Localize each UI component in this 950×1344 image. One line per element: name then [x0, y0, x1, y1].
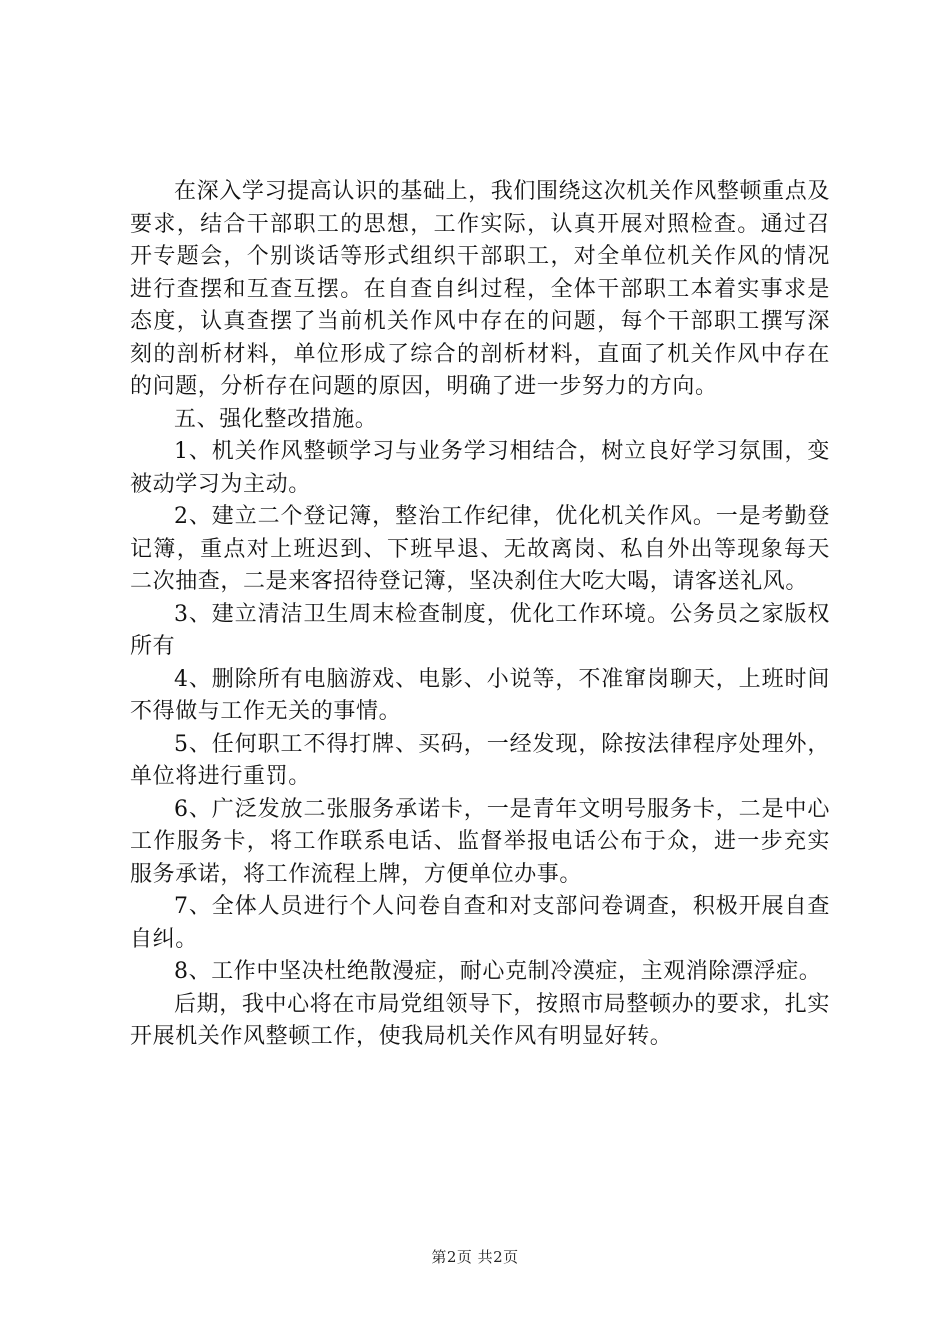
document-body	[130, 176, 830, 1054]
measure-item-6: 6、广泛发放二张服务承诺卡，一是青年文明号服务卡，二是中心工作服务卡，将工作联系电话、监督举报电话公布于众，进一步充实服务承诺，将工作流程上牌，方便单位办事。	[130, 796, 830, 887]
measure-item-4: 4、删除所有电脑游戏、电影、小说等，不准窜岗聊天，上班时间不得做与工作无关的事情。	[130, 666, 830, 724]
paragraph-conclusion: 后期，我中心将在市局党组领导下，按照市局整顿办的要求，扎实开展机关作风整顿工作，使我局机关作风有明显好转。	[130, 991, 830, 1049]
measure-item-2: 2、建立二个登记簿，整治工作纪律，优化机关作风。一是考勤登记簿，重点对上班迟到、下班早退、无故离岗、私自外出等现象每天二次抽查，二是来客招待登记簿，坚决刹住大吃大喝，请客送礼风。	[130, 504, 830, 594]
page-number-footer: 第2页 共2页	[431, 1248, 519, 1266]
section-heading-rectification: 五、强化整改措施。	[174, 406, 378, 432]
measure-item-3: 3、建立清洁卫生周末检查制度，优化工作环境。公务员之家版权所有	[130, 601, 830, 659]
measure-item-5: 5、任何职工不得打牌、买码，一经发现，除按法律程序处理外，单位将进行重罚。	[130, 731, 830, 789]
measure-item-1: 1、机关作风整顿学习与业务学习相结合，树立良好学习氛围，变被动学习为主动。	[130, 439, 830, 497]
paragraph-self-inspection: 在深入学习提高认识的基础上，我们围绕这次机关作风整顿重点及要求，结合干部职工的思想，工作实际，认真开展对照检查。通过召开专题会，个别谈话等形式组织干部职工，对全单位机关作风的情况进行查摆和互查互摆。在自查自纠过程，全体干部职工本着实事求是态度，认真查摆了当前机关作风中存在的问题，每个干部职工撰写深刻的剖析材料，单位形成了综合的剖析材料，直面了机关作风中存在的问题，分析存在问题的原因，明确了进一步努力的方向。	[130, 179, 830, 399]
measure-item-7: 7、全体人员进行个人问卷自查和对支部问卷调查，积极开展自查自纠。	[130, 894, 830, 952]
measure-item-8: 8、工作中坚决杜绝散漫症，耐心克制冷漠症，主观消除漂浮症。	[174, 959, 822, 984]
